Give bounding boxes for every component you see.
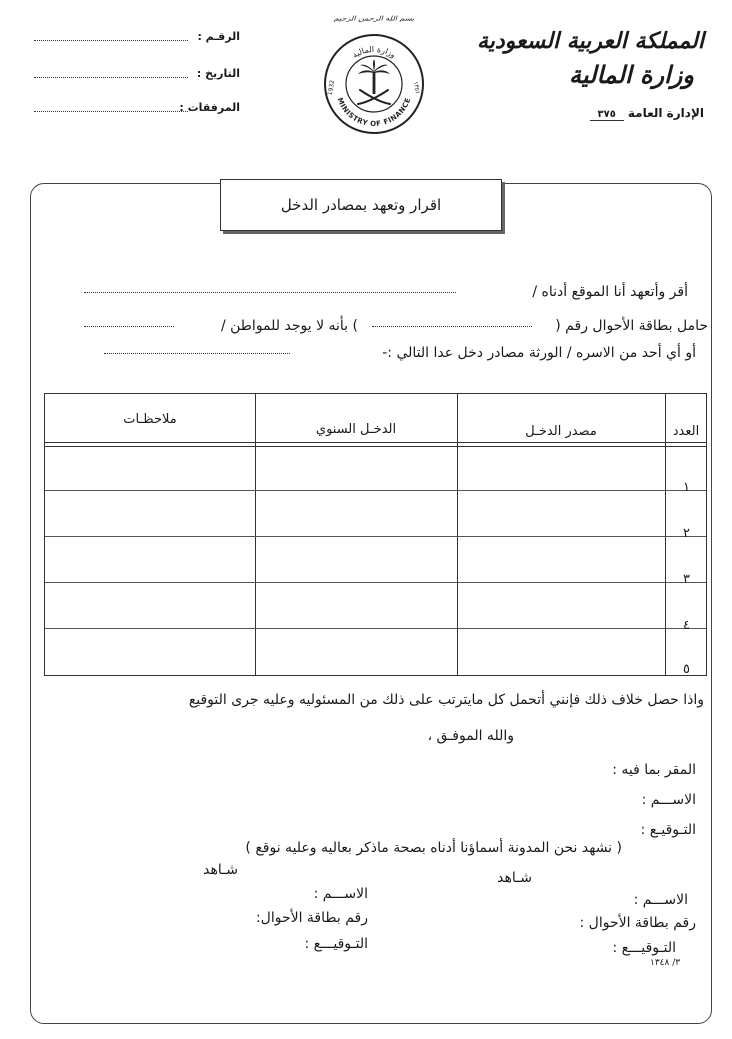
witness2-name-label: الاســـم : xyxy=(313,886,368,902)
table-row-divider xyxy=(45,582,706,583)
declaration-line-2a: حامل بطاقة الأحوال رقم ( xyxy=(555,318,708,334)
table-header-divider xyxy=(45,446,706,447)
admin-label: الإدارة العامة xyxy=(627,106,704,120)
declaration-line-2b: ) بأنه لا يوجد للمواطن / xyxy=(220,318,358,334)
ref-number-label: الرقـم : xyxy=(197,30,240,43)
form-code: ٣/ ١٣٤٨ xyxy=(650,958,681,968)
ref-date-line[interactable] xyxy=(34,77,188,78)
emblem-year-right: ١٣٥١ xyxy=(411,80,422,95)
id-number-line[interactable] xyxy=(372,326,532,327)
witness2-signature-label: التـوقيـــع : xyxy=(304,936,368,952)
column-header-source: مصدر الدخـل xyxy=(525,424,597,439)
basmala: بسم الله الرحمن الرحيم xyxy=(333,14,415,23)
ref-date-label: التاريخ : xyxy=(196,67,240,80)
ref-attachments-line[interactable] xyxy=(34,111,188,112)
declarant-label: المقر بما فيه : xyxy=(612,762,696,778)
table-row-number: ٣ xyxy=(683,572,690,587)
column-header-annual-income: الدخـل السنوي xyxy=(315,422,397,437)
witness2-id-label: رقم بطاقة الأحوال: xyxy=(255,910,368,926)
table-row-number: ٤ xyxy=(683,618,690,633)
declaration-line-3: أو أي أحد من الاسره / الورثة مصادر دخل عدا التالي :- xyxy=(382,345,696,361)
witness1-signature-label: التـوقيـــع : xyxy=(612,940,676,956)
declarant-name-label: الاســـم : xyxy=(641,792,696,808)
ref-number-line[interactable] xyxy=(34,40,188,41)
emblem-english-text: MINISTRY OF FINANCE xyxy=(335,96,413,129)
responsibility-statement: واذا حصل خلاف ذلك فإنني أتحمل كل مايترتب على ذلك من المسئوليه وعليه جرى التوقيع xyxy=(188,692,704,708)
table-row-number: ١ xyxy=(683,480,690,495)
kingdom-name: المملكة العربية السعودية xyxy=(476,28,704,54)
column-header-number: العدد xyxy=(672,424,700,439)
closing-phrase: والله الموفـق ، xyxy=(427,728,514,744)
declaration-line-1: أقر وأتعهد أنا الموقع أدناه / xyxy=(532,284,688,300)
ref-attachments-field[interactable] xyxy=(0,101,732,121)
witness-intro: ( نشهد نحن المدونة أسماؤنا أدناه بصحة ماذكر بعاليه وعليه نوقع ) xyxy=(245,840,622,856)
witness1-id-label: رقم بطاقة الأحوال : xyxy=(579,915,696,931)
table-row-divider xyxy=(45,536,706,537)
family-member-line[interactable] xyxy=(104,353,290,354)
ref-number-field[interactable] xyxy=(0,30,732,50)
column-header-notes: ملاحظـات xyxy=(123,412,177,427)
table-row-number: ٥ xyxy=(683,662,690,677)
form-title: اقرار وتعهد بمصادر الدخل xyxy=(280,196,442,214)
table-row-divider xyxy=(45,628,706,629)
witness-right-heading: شـاهد xyxy=(497,870,532,886)
admin-number: ٣٧٥ xyxy=(590,109,624,121)
emblem-arabic-text: وزارة المالية xyxy=(350,44,398,60)
table-row-divider xyxy=(45,490,706,491)
table-row-number: ٢ xyxy=(683,526,690,541)
witness-left-heading: شـاهد xyxy=(203,862,238,878)
declarant-name-line[interactable] xyxy=(84,292,456,293)
declarant-signature-label: التـوقيـع : xyxy=(640,822,696,838)
citizen-name-line[interactable] xyxy=(84,326,174,327)
emblem-year-left: 1932 xyxy=(326,79,337,96)
income-table xyxy=(44,393,707,676)
table-header-divider xyxy=(45,442,706,443)
ref-date-field[interactable] xyxy=(0,67,732,87)
witness1-name-label: الاســـم : xyxy=(633,892,688,908)
ministry-name: وزارة المالية xyxy=(569,60,694,89)
ref-attachments-label: المرفقات : xyxy=(179,101,240,114)
